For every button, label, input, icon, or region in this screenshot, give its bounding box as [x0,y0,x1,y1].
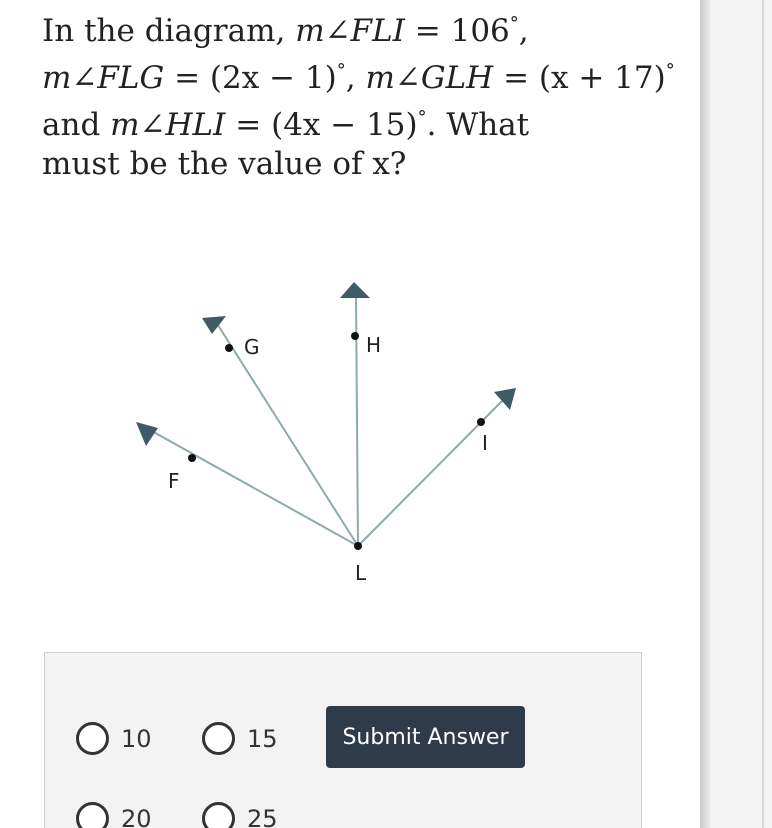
point-g [225,344,233,352]
question-line-3 [42,94,772,141]
angle-flg: m∠FLG [42,60,165,96]
comma: , [518,13,529,49]
angle-glh-value: (x + 17) [538,60,666,96]
label-g: G [244,335,260,359]
angle-diagram [0,270,700,600]
point-l [354,542,362,550]
ray-lf [150,430,358,546]
question-text [42,0,772,188]
choice-label: 25 [247,804,278,828]
angle-fli-value: 106 [450,13,510,49]
scrollbar-track[interactable] [700,0,772,828]
arrowhead-f [136,422,158,446]
scrollbar-edge [700,0,710,828]
angle-hli-value: (4x − 15) [271,107,418,143]
question-line-2 [42,47,772,94]
question-prefix: In the diagram, [42,13,296,49]
label-i: I [482,431,488,455]
angle-glh: m∠GLH [365,60,494,96]
equals-sign: = [164,60,210,96]
submit-answer-button[interactable]: Submit Answer [326,706,525,768]
question-line-1 [42,0,772,47]
label-l: L [355,561,367,585]
radio-icon[interactable] [76,802,109,828]
choice-option-3[interactable] [76,802,152,828]
label-f: F [168,469,180,493]
arrowhead-h [340,282,370,298]
radio-icon[interactable] [202,802,235,828]
choice-option-1[interactable] [76,722,152,755]
point-i [477,418,485,426]
question-what: . What [426,107,530,143]
angle-hli: m∠HLI [110,107,226,143]
degree-mark: ° [336,60,346,81]
choice-label: 20 [121,804,152,828]
comma: , [345,60,366,96]
degree-mark: ° [509,13,519,34]
ray-lg [216,322,358,546]
question-line-4 [42,141,772,188]
choice-option-4[interactable] [202,802,278,828]
question-ask: must be the value of x? [42,146,407,182]
angle-flg-value: (2x − 1) [209,60,337,96]
equals-sign: = [225,107,272,143]
choice-label: 15 [247,724,278,753]
degree-mark: ° [665,60,675,81]
equals-sign: = [493,60,539,96]
point-f [188,454,196,462]
question-and: and [42,107,111,143]
scrollbar-divider [762,0,764,828]
choice-option-2[interactable] [202,722,278,755]
choice-label: 10 [121,724,152,753]
label-h: H [366,333,382,357]
angle-fli: m∠FLI [295,13,405,49]
radio-icon[interactable] [202,722,235,755]
radio-icon[interactable] [76,722,109,755]
degree-mark: ° [417,107,427,128]
equals-sign: = [404,13,451,49]
point-h [351,332,359,340]
